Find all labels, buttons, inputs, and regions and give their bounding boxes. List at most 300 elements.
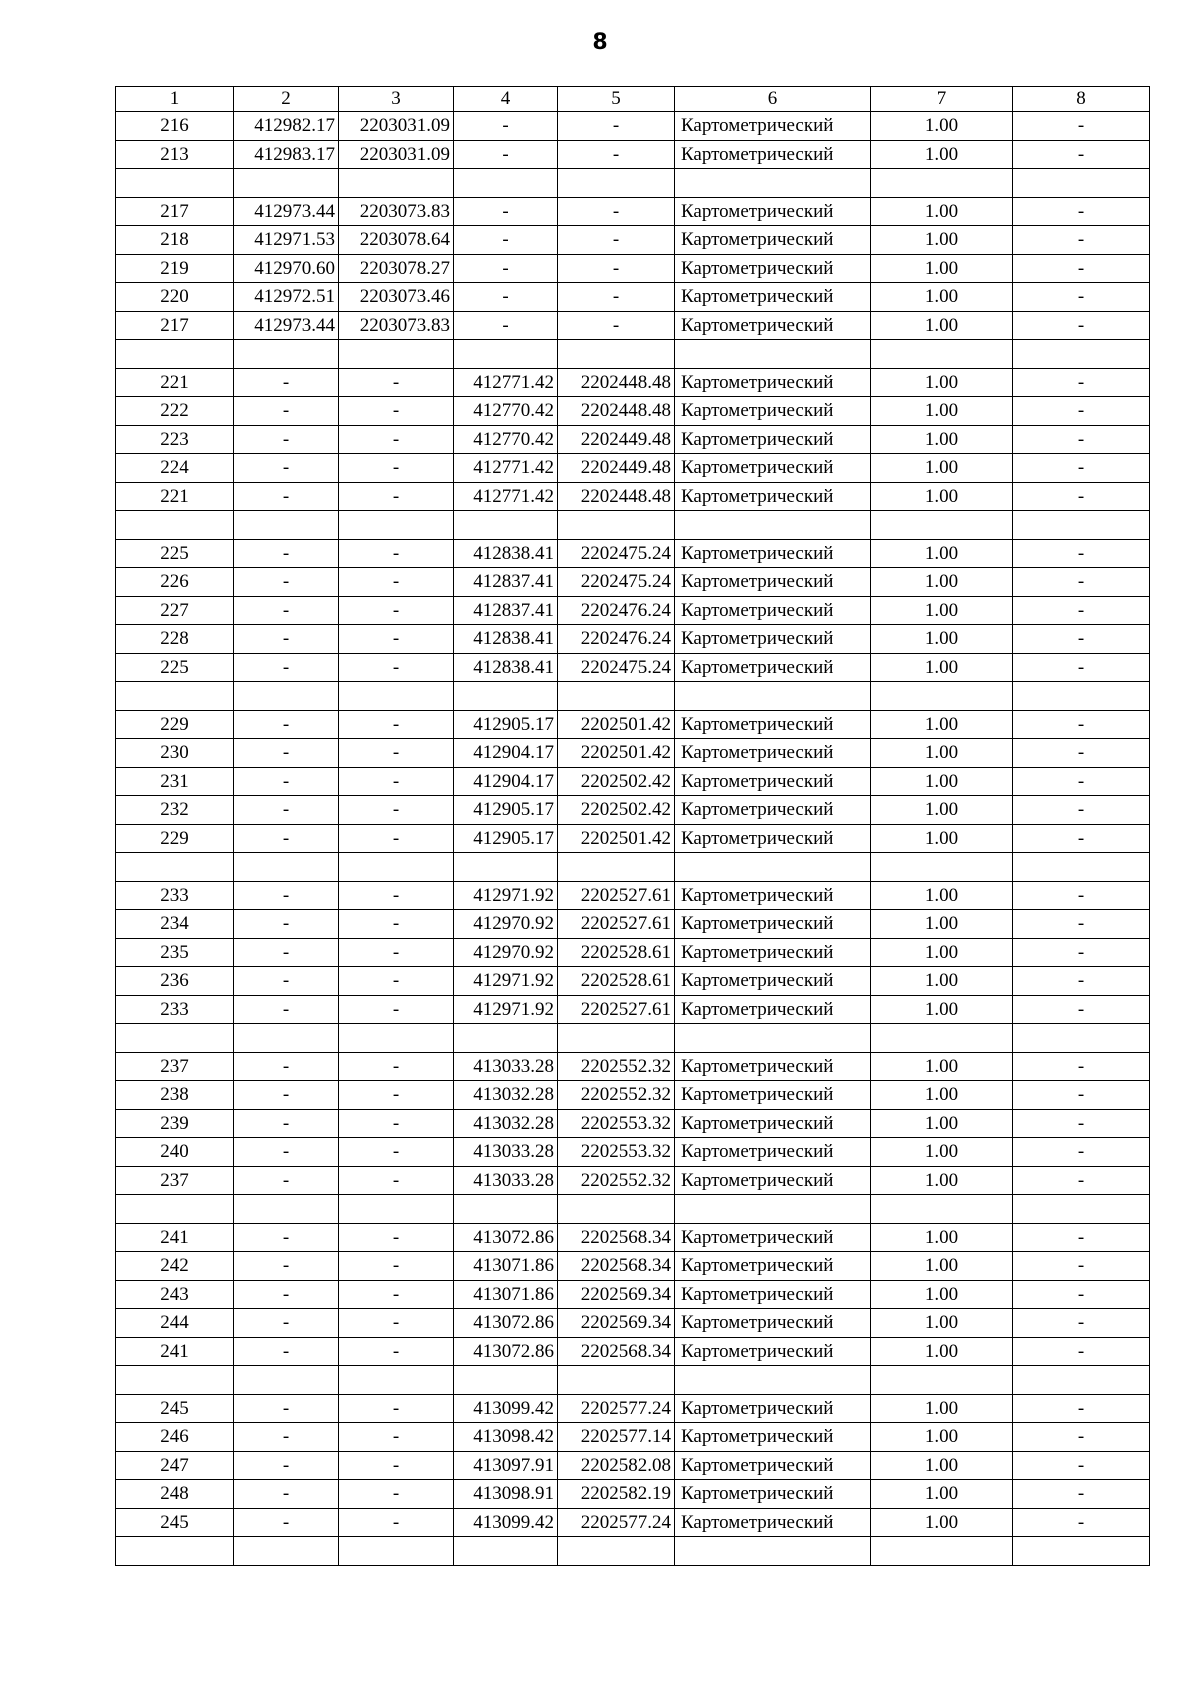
table-cell — [675, 1024, 871, 1053]
table-cell: 2202582.19 — [558, 1480, 675, 1509]
table-cell: Картометрический — [675, 539, 871, 568]
table-cell — [234, 853, 339, 882]
table-cell: 241 — [116, 1337, 234, 1366]
table-row — [116, 425, 1150, 454]
table-separator-row — [116, 1537, 1150, 1566]
table-cell: - — [339, 995, 454, 1024]
table-cell: 412971.92 — [454, 995, 558, 1024]
table-cell — [675, 511, 871, 540]
table-cell: - — [1013, 967, 1150, 996]
table-cell: - — [454, 112, 558, 141]
table-cell — [1013, 340, 1150, 369]
table-cell: 412905.17 — [454, 710, 558, 739]
table-cell: 412973.44 — [234, 311, 339, 340]
table-cell: - — [339, 767, 454, 796]
table-cell: 217 — [116, 197, 234, 226]
table-cell: Картометрический — [675, 1451, 871, 1480]
table-cell: 1.00 — [871, 1508, 1013, 1537]
table-cell: - — [1013, 140, 1150, 169]
table-cell — [558, 1366, 675, 1395]
table-cell: - — [234, 910, 339, 939]
table-separator-row — [116, 511, 1150, 540]
table-cell: 1.00 — [871, 995, 1013, 1024]
table-cell — [339, 340, 454, 369]
table-cell: - — [234, 938, 339, 967]
table-row — [116, 824, 1150, 853]
table-cell: - — [234, 710, 339, 739]
table-cell — [116, 340, 234, 369]
table-cell: - — [234, 425, 339, 454]
table-cell: - — [234, 1394, 339, 1423]
table-cell: 242 — [116, 1252, 234, 1281]
table-cell: - — [339, 1337, 454, 1366]
table-row — [116, 625, 1150, 654]
table-row — [116, 1166, 1150, 1195]
table-row — [116, 482, 1150, 511]
table-cell: 247 — [116, 1451, 234, 1480]
table-cell: - — [1013, 710, 1150, 739]
table-cell: 413097.91 — [454, 1451, 558, 1480]
table-cell: Картометрический — [675, 397, 871, 426]
table-cell: - — [1013, 767, 1150, 796]
table-cell: - — [339, 397, 454, 426]
table-cell — [1013, 1024, 1150, 1053]
table-cell: Картометрический — [675, 1252, 871, 1281]
table-cell: 1.00 — [871, 710, 1013, 739]
table-cell — [871, 1366, 1013, 1395]
table-cell: Картометрический — [675, 311, 871, 340]
table-cell: - — [1013, 226, 1150, 255]
table-cell: 233 — [116, 881, 234, 910]
table-cell: - — [1013, 1081, 1150, 1110]
table-cell: Картометрический — [675, 995, 871, 1024]
table-cell: 1.00 — [871, 739, 1013, 768]
table-cell: 2202552.32 — [558, 1081, 675, 1110]
table-cell: 216 — [116, 112, 234, 141]
table-cell: Картометрический — [675, 140, 871, 169]
table-cell: - — [234, 596, 339, 625]
table-cell: Картометрический — [675, 454, 871, 483]
table-cell: 217 — [116, 311, 234, 340]
table-cell: 1.00 — [871, 568, 1013, 597]
table-cell — [454, 1366, 558, 1395]
table-cell: 1.00 — [871, 625, 1013, 654]
table-row — [116, 1508, 1150, 1537]
table-cell: - — [234, 368, 339, 397]
table-cell — [558, 340, 675, 369]
table-cell: 412837.41 — [454, 568, 558, 597]
table-cell: Картометрический — [675, 197, 871, 226]
table-cell: 2202476.24 — [558, 596, 675, 625]
table-cell: 1.00 — [871, 1138, 1013, 1167]
table-cell — [454, 169, 558, 198]
table-cell: - — [1013, 311, 1150, 340]
table-cell — [339, 1024, 454, 1053]
table-cell: 2202448.48 — [558, 368, 675, 397]
table-cell: - — [234, 1508, 339, 1537]
table-cell: 413099.42 — [454, 1508, 558, 1537]
table-cell: 412904.17 — [454, 739, 558, 768]
table-cell: - — [1013, 796, 1150, 825]
table-cell: Картометрический — [675, 1166, 871, 1195]
table-cell: - — [1013, 197, 1150, 226]
table-cell — [339, 1195, 454, 1224]
table-cell: 2202502.42 — [558, 796, 675, 825]
table-cell: 1.00 — [871, 938, 1013, 967]
table-cell: Картометрический — [675, 368, 871, 397]
table-cell: 248 — [116, 1480, 234, 1509]
table-cell: Картометрический — [675, 1052, 871, 1081]
table-cell: 1.00 — [871, 1252, 1013, 1281]
table-cell: 2202527.61 — [558, 881, 675, 910]
table-cell — [871, 1537, 1013, 1566]
table-cell — [339, 169, 454, 198]
table-cell: Картометрический — [675, 254, 871, 283]
table-row — [116, 1423, 1150, 1452]
table-cell — [339, 853, 454, 882]
table-cell: 1.00 — [871, 1394, 1013, 1423]
table-cell — [116, 169, 234, 198]
table-cell: Картометрический — [675, 1223, 871, 1252]
table-row — [116, 197, 1150, 226]
table-cell — [675, 340, 871, 369]
table-cell: Картометрический — [675, 226, 871, 255]
table-cell — [454, 853, 558, 882]
table-row — [116, 910, 1150, 939]
table-cell: - — [339, 539, 454, 568]
table-cell — [558, 511, 675, 540]
column-header: 4 — [454, 87, 558, 112]
table-cell: - — [1013, 1223, 1150, 1252]
table-cell — [454, 1195, 558, 1224]
table-cell: 2203073.46 — [339, 283, 454, 312]
table-cell: 412770.42 — [454, 425, 558, 454]
table-cell: - — [558, 226, 675, 255]
table-cell: 413072.86 — [454, 1223, 558, 1252]
table-cell: - — [1013, 397, 1150, 426]
table-cell: 413071.86 — [454, 1280, 558, 1309]
table-cell: 2203073.83 — [339, 311, 454, 340]
table-cell — [871, 1195, 1013, 1224]
table-cell: - — [339, 1280, 454, 1309]
table-cell — [116, 1537, 234, 1566]
table-cell: 412971.92 — [454, 967, 558, 996]
table-cell: - — [1013, 824, 1150, 853]
table-cell: 218 — [116, 226, 234, 255]
table-cell: Картометрический — [675, 596, 871, 625]
table-cell: 2202568.34 — [558, 1252, 675, 1281]
table-cell: Картометрический — [675, 824, 871, 853]
table-cell: 1.00 — [871, 1223, 1013, 1252]
table-row — [116, 368, 1150, 397]
table-cell: 2202527.61 — [558, 995, 675, 1024]
column-header: 6 — [675, 87, 871, 112]
table-cell: - — [339, 454, 454, 483]
table-cell: 412838.41 — [454, 539, 558, 568]
table-cell: 2202449.48 — [558, 454, 675, 483]
table-cell: - — [1013, 1280, 1150, 1309]
table-cell: - — [234, 1052, 339, 1081]
table-row — [116, 1480, 1150, 1509]
table-cell: 1.00 — [871, 1309, 1013, 1338]
table-row — [116, 397, 1150, 426]
table-cell: Картометрический — [675, 796, 871, 825]
table-cell — [871, 169, 1013, 198]
table-cell — [558, 1537, 675, 1566]
table-cell: 412771.42 — [454, 482, 558, 511]
table-cell: - — [1013, 283, 1150, 312]
table-cell: - — [1013, 625, 1150, 654]
table-row — [116, 226, 1150, 255]
table-cell: - — [234, 1280, 339, 1309]
table-cell: 2203073.83 — [339, 197, 454, 226]
table-cell: Картометрический — [675, 568, 871, 597]
table-cell — [675, 169, 871, 198]
table-cell: 413032.28 — [454, 1109, 558, 1138]
table-cell: 412770.42 — [454, 397, 558, 426]
table-cell: 1.00 — [871, 311, 1013, 340]
column-header: 7 — [871, 87, 1013, 112]
table-row — [116, 1223, 1150, 1252]
table-cell: 1.00 — [871, 1480, 1013, 1509]
table-cell: 2202475.24 — [558, 568, 675, 597]
table-cell: - — [234, 482, 339, 511]
table-cell: - — [1013, 653, 1150, 682]
table-cell: 2202553.32 — [558, 1109, 675, 1138]
table-cell: - — [1013, 1394, 1150, 1423]
table-cell: - — [1013, 112, 1150, 141]
table-cell: 413033.28 — [454, 1052, 558, 1081]
table-cell: - — [1013, 938, 1150, 967]
table-cell: 237 — [116, 1166, 234, 1195]
table-cell: - — [558, 197, 675, 226]
table-separator-row — [116, 682, 1150, 711]
table-cell: - — [1013, 1508, 1150, 1537]
table-cell: 413032.28 — [454, 1081, 558, 1110]
table-cell: 234 — [116, 910, 234, 939]
table-cell: Картометрический — [675, 767, 871, 796]
table-cell: - — [234, 1252, 339, 1281]
table-cell: 413033.28 — [454, 1166, 558, 1195]
table-cell: Картометрический — [675, 910, 871, 939]
table-cell: Картометрический — [675, 112, 871, 141]
table-cell: - — [339, 1081, 454, 1110]
table-cell: 224 — [116, 454, 234, 483]
table-cell: - — [558, 254, 675, 283]
table-cell: Картометрический — [675, 739, 871, 768]
table-cell: 1.00 — [871, 653, 1013, 682]
table-cell: - — [234, 1309, 339, 1338]
table-cell — [116, 1366, 234, 1395]
table-cell — [1013, 1366, 1150, 1395]
table-cell: - — [234, 625, 339, 654]
table-cell: 1.00 — [871, 226, 1013, 255]
table-body — [116, 112, 1150, 1566]
table-cell: 245 — [116, 1508, 234, 1537]
table-cell: - — [1013, 739, 1150, 768]
table-cell: 2202527.61 — [558, 910, 675, 939]
table-cell: - — [234, 1138, 339, 1167]
table-cell: 2202528.61 — [558, 938, 675, 967]
table-cell: 1.00 — [871, 910, 1013, 939]
table-cell: - — [1013, 454, 1150, 483]
table-cell — [234, 169, 339, 198]
table-cell: 231 — [116, 767, 234, 796]
table-cell: - — [1013, 1337, 1150, 1366]
table-header-row — [116, 87, 1150, 112]
column-header: 3 — [339, 87, 454, 112]
table-cell: - — [1013, 596, 1150, 625]
table-cell: 228 — [116, 625, 234, 654]
table-cell: 1.00 — [871, 283, 1013, 312]
table-cell: - — [234, 995, 339, 1024]
table-cell — [234, 511, 339, 540]
table-cell: - — [339, 482, 454, 511]
table-cell: - — [339, 653, 454, 682]
table-cell: - — [339, 368, 454, 397]
table-cell — [871, 1024, 1013, 1053]
table-cell: - — [339, 1166, 454, 1195]
table-cell: Картометрический — [675, 710, 871, 739]
table-cell: 1.00 — [871, 824, 1013, 853]
table-cell: 2202449.48 — [558, 425, 675, 454]
column-header: 1 — [116, 87, 234, 112]
table-cell: 1.00 — [871, 454, 1013, 483]
table-cell: - — [558, 311, 675, 340]
table-row — [116, 796, 1150, 825]
table-cell — [558, 1024, 675, 1053]
table-cell: - — [1013, 910, 1150, 939]
table-cell: 237 — [116, 1052, 234, 1081]
table-cell: 221 — [116, 368, 234, 397]
table-cell: - — [339, 1309, 454, 1338]
table-cell: Картометрический — [675, 482, 871, 511]
table-cell: 412838.41 — [454, 625, 558, 654]
table-row — [116, 1252, 1150, 1281]
table-cell: 1.00 — [871, 397, 1013, 426]
table-cell: - — [339, 1394, 454, 1423]
table-cell: 413099.42 — [454, 1394, 558, 1423]
table-cell — [454, 1537, 558, 1566]
table-cell: - — [1013, 1052, 1150, 1081]
table-cell — [1013, 853, 1150, 882]
table-cell: 412972.51 — [234, 283, 339, 312]
table-cell: Картометрический — [675, 1109, 871, 1138]
table-cell: - — [339, 1138, 454, 1167]
table-cell: 1.00 — [871, 254, 1013, 283]
table-cell: 2203078.64 — [339, 226, 454, 255]
table-cell: - — [339, 967, 454, 996]
table-cell: 241 — [116, 1223, 234, 1252]
table-cell — [871, 511, 1013, 540]
table-cell — [1013, 1537, 1150, 1566]
table-cell: - — [454, 311, 558, 340]
table-cell: 413033.28 — [454, 1138, 558, 1167]
table-cell: 1.00 — [871, 1109, 1013, 1138]
table-cell: 213 — [116, 140, 234, 169]
table-cell: - — [339, 1423, 454, 1452]
table-cell — [675, 682, 871, 711]
table-cell: 238 — [116, 1081, 234, 1110]
table-cell: 412971.53 — [234, 226, 339, 255]
table-cell: 412970.92 — [454, 938, 558, 967]
table-separator-row — [116, 1366, 1150, 1395]
table-cell: 221 — [116, 482, 234, 511]
table-cell: Картометрический — [675, 625, 871, 654]
table-row — [116, 995, 1150, 1024]
table-cell: 1.00 — [871, 1052, 1013, 1081]
table-cell: - — [339, 739, 454, 768]
table-separator-row — [116, 169, 1150, 198]
table-cell: 1.00 — [871, 1166, 1013, 1195]
table-cell: 1.00 — [871, 368, 1013, 397]
table-cell: 1.00 — [871, 1423, 1013, 1452]
table-cell: - — [1013, 995, 1150, 1024]
table-row — [116, 539, 1150, 568]
table-cell: - — [234, 1081, 339, 1110]
table-cell: 2202582.08 — [558, 1451, 675, 1480]
table-cell — [871, 853, 1013, 882]
table-cell: - — [454, 226, 558, 255]
table-cell — [558, 853, 675, 882]
table-cell: - — [339, 824, 454, 853]
table-cell: 2203031.09 — [339, 140, 454, 169]
table-cell: Картометрический — [675, 881, 871, 910]
table-cell: - — [234, 454, 339, 483]
table-cell — [116, 853, 234, 882]
table-cell: 413098.91 — [454, 1480, 558, 1509]
table-cell: 412970.92 — [454, 910, 558, 939]
table-cell: 1.00 — [871, 482, 1013, 511]
table-cell — [339, 511, 454, 540]
table-cell: 2202569.34 — [558, 1280, 675, 1309]
table-row — [116, 739, 1150, 768]
table-cell: 412837.41 — [454, 596, 558, 625]
table-cell: - — [339, 796, 454, 825]
table-cell: 413071.86 — [454, 1252, 558, 1281]
table-cell: - — [339, 1451, 454, 1480]
table-row — [116, 1052, 1150, 1081]
table-cell: 246 — [116, 1423, 234, 1452]
table-row — [116, 938, 1150, 967]
table-cell: 225 — [116, 653, 234, 682]
table-cell: 230 — [116, 739, 234, 768]
table-cell: - — [339, 710, 454, 739]
table-separator-row — [116, 1024, 1150, 1053]
table-cell: - — [1013, 881, 1150, 910]
table-cell: - — [234, 653, 339, 682]
table-cell: - — [234, 539, 339, 568]
table-cell — [675, 1366, 871, 1395]
table-cell: 226 — [116, 568, 234, 597]
table-row — [116, 596, 1150, 625]
table-row — [116, 1337, 1150, 1366]
table-cell: 227 — [116, 596, 234, 625]
table-cell: Картометрический — [675, 425, 871, 454]
table-row — [116, 881, 1150, 910]
table-cell: 1.00 — [871, 1081, 1013, 1110]
table-row — [116, 568, 1150, 597]
table-row — [116, 767, 1150, 796]
table-cell: - — [558, 140, 675, 169]
table-cell: - — [234, 1480, 339, 1509]
table-cell: 2202475.24 — [558, 653, 675, 682]
table-cell: Картометрический — [675, 1309, 871, 1338]
table-cell: 2202568.34 — [558, 1223, 675, 1252]
table-cell — [116, 682, 234, 711]
table-cell: 2202475.24 — [558, 539, 675, 568]
table-cell: 412838.41 — [454, 653, 558, 682]
